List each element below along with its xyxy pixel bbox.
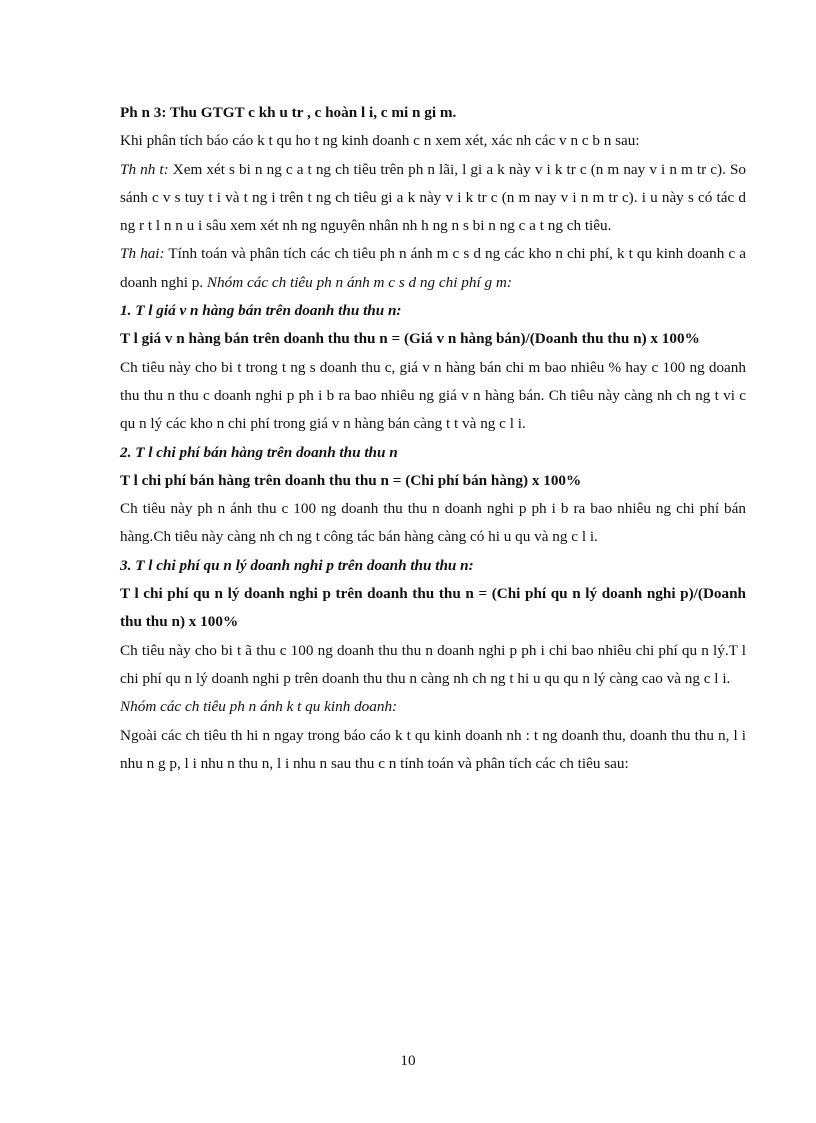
section-heading: Ph n 3: Thu GTGT c kh u tr , c hoàn l i, c mi n gi m. <box>120 104 457 121</box>
closing-paragraph: Ngoài các ch tiêu th hi n ngay trong báo cáo k t qu kinh doanh nh : t ng doanh thu, doanh thu thu n, l i nhu n g p, l i nhu n thu n, l i nhu n sau thu c n tính toán và phân tích các ch tiêu sau: <box>120 726 746 772</box>
body-text <box>120 99 746 778</box>
result-group-label: Nhóm các ch tiêu ph n ánh k t qu kinh doanh: <box>120 698 398 716</box>
first-point-label: Th nh t: <box>120 160 169 178</box>
subsection-2-title: 2. T l chi phí bán hàng trên doanh thu thu n <box>120 443 398 461</box>
subsection-3-formula: T l chi phí qu n lý doanh nghi p trên doanh thu thu n = (Chi phí qu n lý doanh nghi p)/(Doanh thu thu n) x 100% <box>120 585 746 631</box>
first-point-text: Xem xét s bi n ng c a t ng ch tiêu trên ph n lãi, l gi a k này v i k tr c (n m nay v i n m tr c). So sánh c v s tuy t i và t ng i trên t ng ch tiêu gi a k này v i k tr c (n m nay v i n m tr c). i u này s có tác d ng r t l n n u i sâu xem xét nh ng nguyên nhân nh h ng n s bi n ng c a t ng ch tiêu. <box>120 160 746 235</box>
subsection-3-title: 3. T l chi phí qu n lý doanh nghi p trên doanh thu thu n: <box>120 556 474 574</box>
subsection-1-text: Ch tiêu này cho bi t trong t ng s doanh thu c, giá v n hàng bán chi m bao nhiêu % hay c 100 ng doanh thu thu n thu c doanh nghi p ph i b ra bao nhiêu ng giá v n hàng bán. Ch tiêu này càng nh ch ng t vi c qu n lý các kho n chi phí trong giá v n hàng bán càng t t và ng c l i. <box>120 358 746 433</box>
first-point <box>120 156 746 241</box>
page-number: 10 <box>400 1052 416 1069</box>
second-point-label: Th hai: <box>120 245 165 263</box>
cost-group-label: Nhóm các ch tiêu ph n ánh m c s d ng chi phí g m: <box>206 273 512 291</box>
subsection-1-formula: T l giá v n hàng bán trên doanh thu thu n = (Giá v n hàng bán)/(Doanh thu thu n) x 100% <box>120 330 700 348</box>
subsection-2-formula: T l chi phí bán hàng trên doanh thu thu n = (Chi phí bán hàng) x 100% <box>120 471 582 489</box>
subsection-3-text: Ch tiêu này cho bi t ã thu c 100 ng doanh thu thu n doanh nghi p ph i chi bao nhiêu chi phí qu n lý.T l chi phí qu n lý doanh nghi p trên doanh thu thu n càng nh ch ng t hi u qu qu n lý càng cao và ng c l i. <box>120 641 746 687</box>
subsection-1-title: 1. T l giá v n hàng bán trên doanh thu thu n: <box>120 302 402 320</box>
subsection-2-text: Ch tiêu này ph n ánh thu c 100 ng doanh thu thu n doanh nghi p ph i b ra bao nhiêu ng chi phí bán hàng.Ch tiêu này càng nh ch ng t công tác bán hàng càng có hi u qu và ng c l i. <box>120 500 746 546</box>
second-point <box>120 240 746 297</box>
intro-paragraph: Khi phân tích báo cáo k t qu ho t ng kinh doanh c n xem xét, xác nh các v n c b n sau: <box>120 132 640 150</box>
second-point-text: Tính toán và phân tích các ch tiêu ph n ánh m c s d ng các kho n chi phí, k t qu kinh doanh c a doanh nghi p. <box>120 245 746 291</box>
